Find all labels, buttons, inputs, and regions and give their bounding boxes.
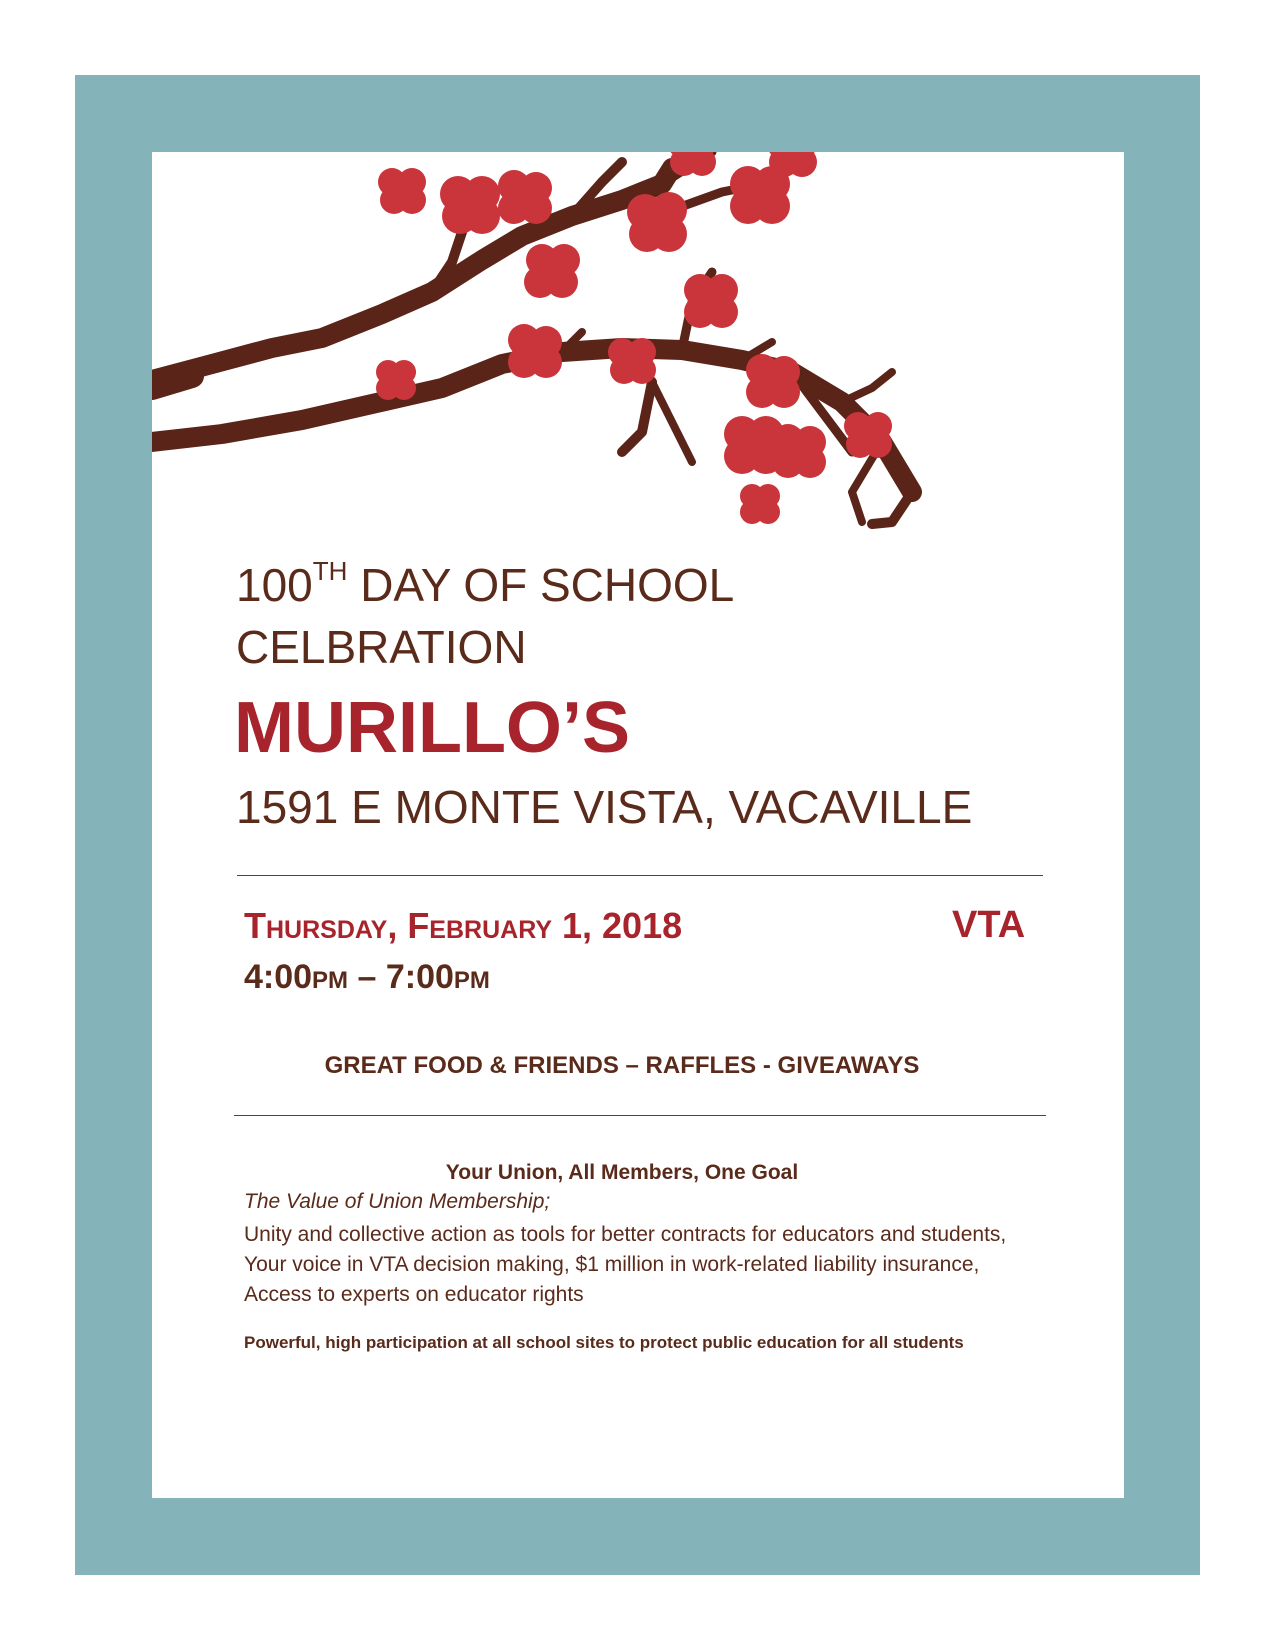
event-title-line-2: CELBRATION (236, 621, 527, 673)
divider-bottom (234, 1115, 1046, 1116)
event-date: Thursday, February 1, 2018 (244, 905, 683, 946)
ordinal-suffix: TH (312, 556, 348, 586)
event-title-line-1: 100TH DAY OF SCHOOL (236, 556, 735, 611)
membership-value-heading: The Value of Union Membership; (244, 1190, 551, 1213)
venue-name: MURILLO’S (234, 688, 630, 768)
event-time: 4:00pm – 7:00pm (244, 958, 490, 996)
divider-top (237, 875, 1043, 876)
closing-statement: Powerful, high participation at all school sites to protect public education for all students (244, 1333, 964, 1352)
blossom-branch-illustration (152, 152, 1124, 572)
event-perks: GREAT FOOD & FRIENDS – RAFFLES - GIVEAWAYS (324, 1052, 920, 1079)
venue-address: 1591 E MONTE VISTA, VACAVILLE (236, 781, 973, 833)
organization-name: VTA (952, 904, 1026, 946)
flyer-sheet (152, 152, 1124, 1498)
union-tagline: Your Union, All Members, One Goal (445, 1161, 799, 1184)
membership-value-body: Unity and collective action as tools for better contracts for educators and students, Your voice in VTA decision making, $1 million in work-related liability insurance, Access to experts on educator rights (244, 1223, 1007, 1306)
